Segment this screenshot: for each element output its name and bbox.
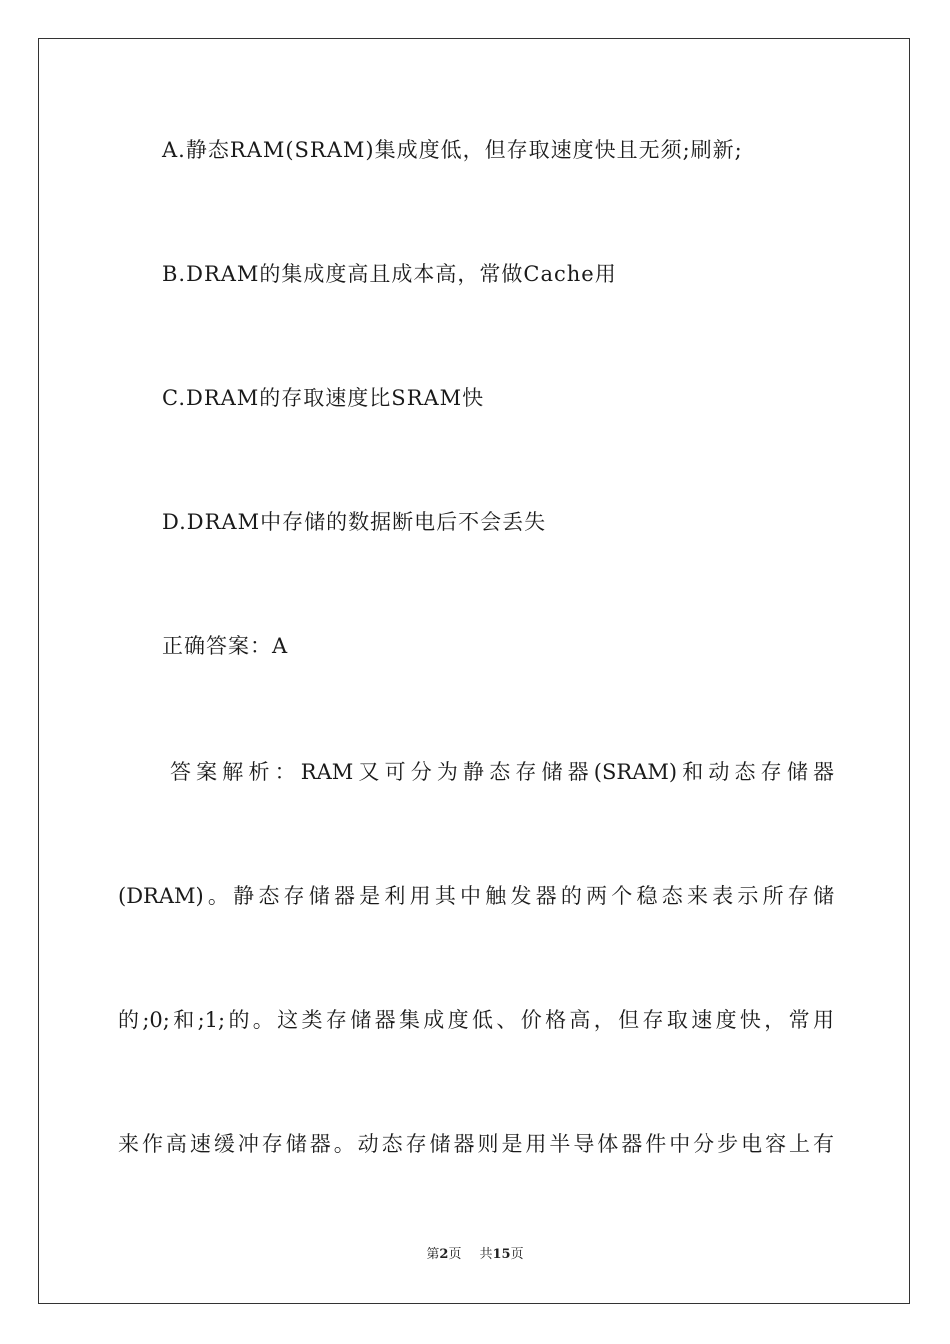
total-suffix: 页 <box>510 1247 524 1262</box>
page-footer <box>0 1245 950 1265</box>
total-prefix: 共 <box>479 1247 493 1262</box>
page-prefix: 第 <box>426 1247 440 1262</box>
explanation-line: (DRAM)。静态存储器是利用其中触发器的两个稳态来表示所存储 <box>118 884 834 908</box>
page-suffix: 页 <box>448 1247 462 1262</box>
option-a: A.静态RAM(SRAM)集成度低，但存取速度快且无须;刷新; <box>162 138 743 162</box>
option-d: D.DRAM中存储的数据断电后不会丢失 <box>162 510 547 534</box>
correct-answer: 正确答案：A <box>162 634 289 658</box>
option-b: B.DRAM的集成度高且成本高，常做Cache用 <box>162 262 617 286</box>
explanation-line: 的;0;和;1;的。这类存储器集成度低、价格高，但存取速度快，常用 <box>118 1008 834 1032</box>
page-border <box>38 38 910 1304</box>
explanation-line: 答案解析：RAM又可分为静态存储器(SRAM)和动态存储器 <box>170 760 834 784</box>
total-pages: 15 <box>492 1247 511 1262</box>
option-c: C.DRAM的存取速度比SRAM快 <box>162 386 485 410</box>
page-number: 2 <box>439 1247 449 1262</box>
explanation-line: 来作高速缓冲存储器。动态存储器则是用半导体器件中分步电容上有 <box>118 1132 834 1156</box>
